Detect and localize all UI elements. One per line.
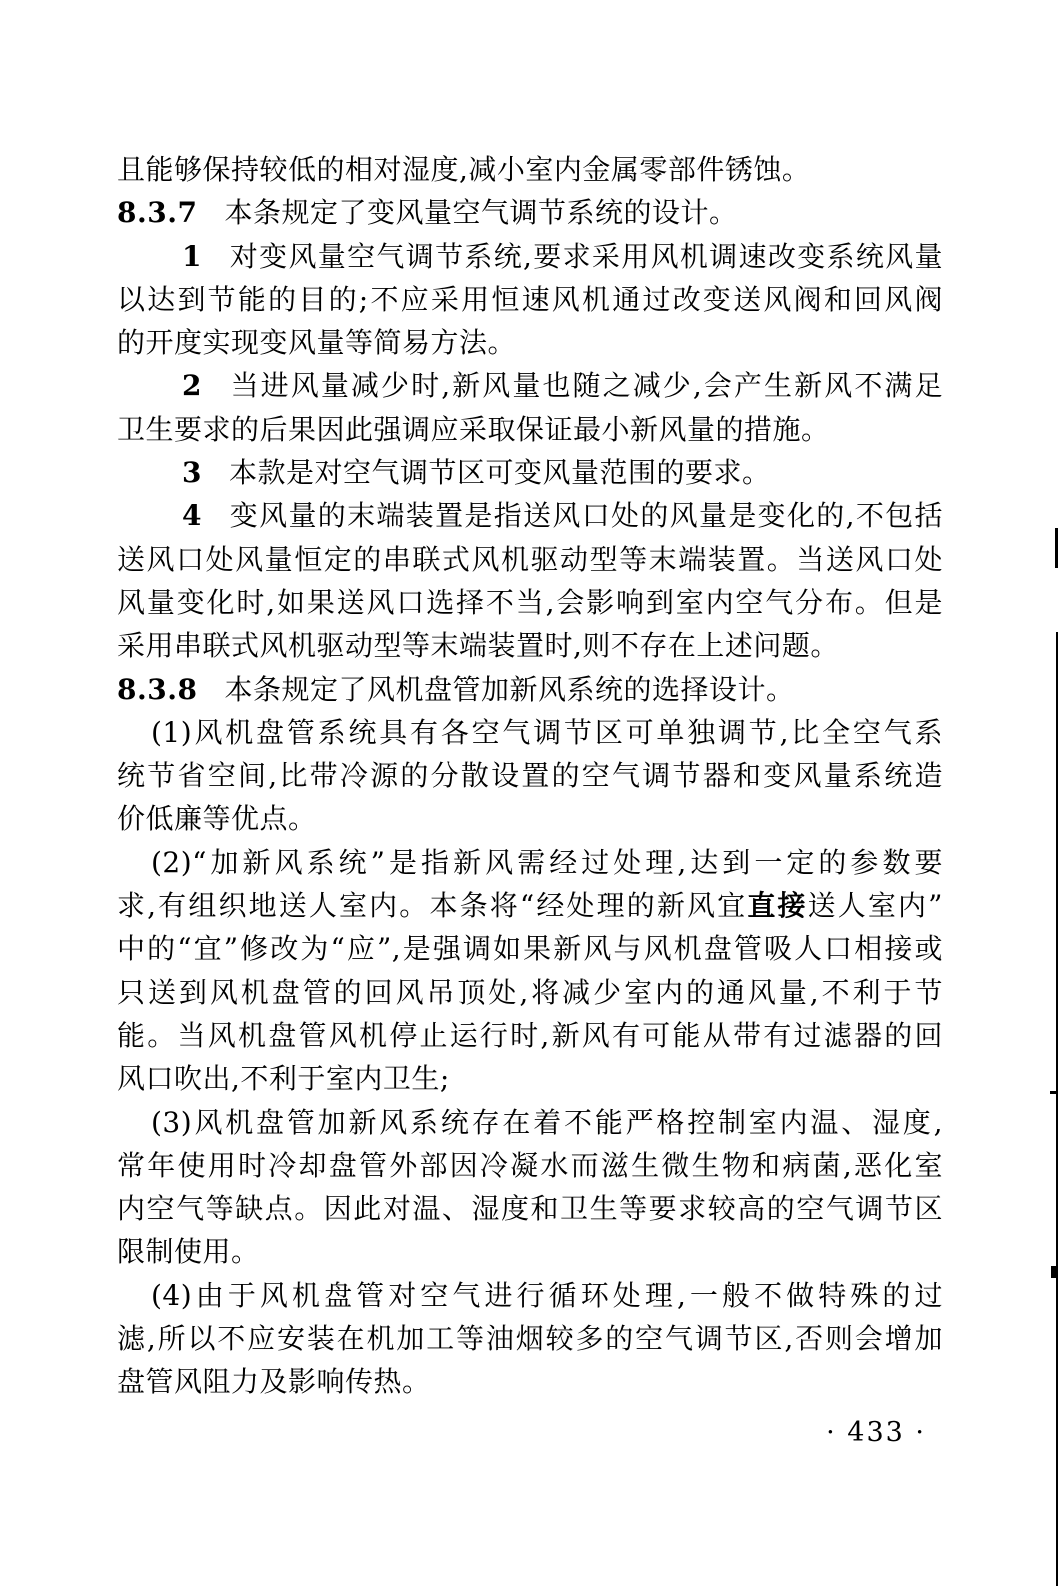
text-segment: (3)风机盘管加新风系统存在着不能严格控制室内温、湿度, xyxy=(151,1105,943,1139)
text-line xyxy=(117,451,943,494)
text-segment-bold: 8.3.8 xyxy=(117,672,198,706)
text-line xyxy=(117,1014,943,1057)
text-line xyxy=(117,191,943,234)
text-line xyxy=(117,408,943,451)
text-line xyxy=(117,624,943,667)
text-segment: 且能够保持较低的相对湿度,减小室内金属零部件锈蚀。 xyxy=(117,153,811,186)
scan-artifact-speck xyxy=(1050,1091,1058,1094)
text-segment: 风量变化时,如果送风口选择不当,会影响到室内空气分布。但是 xyxy=(117,585,943,619)
text-segment: 采用串联式风机驱动型等末端装置时,则不存在上述问题。 xyxy=(117,629,839,663)
text-segment: 价低廉等优点。 xyxy=(117,802,317,836)
text-line xyxy=(117,1360,943,1403)
text-line xyxy=(117,364,943,407)
text-segment: 变风量的末端装置是指送风口处的风量是变化的,不包括 xyxy=(228,499,943,533)
text-segment: 统节省空间,比带冷源的分散设置的空气调节器和变风量系统造 xyxy=(117,759,943,793)
text-segment-bold: 4 xyxy=(182,499,202,533)
text-line xyxy=(117,1057,943,1100)
text-segment: 求,有组织地送人室内。本条将“经处理的新风宜 xyxy=(117,889,748,923)
text-line xyxy=(117,235,943,278)
text-line xyxy=(117,754,943,797)
page-number: · 433 · xyxy=(826,1417,926,1448)
text-segment: 当进风量减少时,新风量也随之减少,会产生新风不满足 xyxy=(228,369,943,403)
text-segment: 内空气等缺点。因此对温、湿度和卫生等要求较高的空气调节区 xyxy=(117,1192,943,1226)
text-line xyxy=(117,884,943,927)
text-segment-bold: 2 xyxy=(182,369,202,403)
text-line xyxy=(117,1317,943,1360)
text-segment: 限制使用。 xyxy=(117,1235,260,1269)
text-segment-bold: 直接 xyxy=(747,889,808,923)
text-segment: 以达到节能的目的;不应采用恒速风机通过改变送风阀和回风阀 xyxy=(117,282,943,316)
text-segment: 本条规定了风机盘管加新风系统的选择设计。 xyxy=(224,672,795,706)
text-line xyxy=(117,841,943,884)
text-segment-bold: 3 xyxy=(182,456,202,490)
text-segment: 对变风量空气调节系统,要求采用风机调速改变系统风量 xyxy=(228,239,943,273)
text-line xyxy=(117,321,943,364)
text-line xyxy=(117,278,943,321)
text-segment: 中的“宜”修改为“应”,是强调如果新风与风机盘管吸人口相接或 xyxy=(117,932,943,966)
text-segment: 的开度实现变风量等简易方法。 xyxy=(117,326,517,360)
text-line xyxy=(117,668,943,711)
scan-artifact-speck xyxy=(1051,1266,1057,1278)
text-segment: 送人室内” xyxy=(807,889,943,923)
text-segment: 常年使用时冷却盘管外部因冷凝水而滋生微生物和病菌,恶化室 xyxy=(117,1148,943,1182)
text-line xyxy=(117,1187,943,1230)
text-line xyxy=(117,1274,943,1317)
text-line xyxy=(117,1101,943,1144)
text-segment: 本条规定了变风量空气调节系统的设计。 xyxy=(224,196,738,230)
text-line xyxy=(117,494,943,537)
text-segment-bold: 1 xyxy=(182,239,202,273)
text-segment: 本款是对空气调节区可变风量范围的要求。 xyxy=(228,456,771,490)
text-segment: 卫生要求的后果因此强调应采取保证最小新风量的措施。 xyxy=(117,412,830,446)
text-segment-bold: 8.3.7 xyxy=(117,196,198,230)
text-segment: 滤,所以不应安装在机加工等油烟较多的空气调节区,否则会增加 xyxy=(117,1322,943,1356)
text-line xyxy=(117,581,943,624)
text-line xyxy=(117,797,943,840)
text-segment: 只送到风机盘管的回风吊顶处,将减少室内的通风量,不利于节 xyxy=(117,975,943,1009)
text-segment: (1)风机盘管系统具有各空气调节区可单独调节,比全空气系 xyxy=(151,715,943,749)
text-line xyxy=(117,927,943,970)
text-line xyxy=(117,1230,943,1273)
text-line xyxy=(117,1144,943,1187)
text-segment: 盘管风阻力及影响传热。 xyxy=(117,1365,431,1399)
text-segment: (4)由于风机盘管对空气进行循环处理,一般不做特殊的过 xyxy=(151,1278,943,1312)
text-segment: 能。当风机盘管风机停止运行时,新风有可能从带有过滤器的回 xyxy=(117,1018,943,1052)
text-line xyxy=(117,538,943,581)
text-segment: (2)“加新风系统”是指新风需经过处理,达到一定的参数要 xyxy=(151,845,943,879)
document-text xyxy=(117,148,943,1404)
text-line xyxy=(117,148,943,191)
text-segment: 送风口处风量恒定的串联式风机驱动型等末端装置。当送风口处 xyxy=(117,542,943,576)
text-line xyxy=(117,711,943,754)
text-segment: 风口吹出,不利于室内卫生; xyxy=(117,1062,450,1096)
text-line xyxy=(117,971,943,1014)
